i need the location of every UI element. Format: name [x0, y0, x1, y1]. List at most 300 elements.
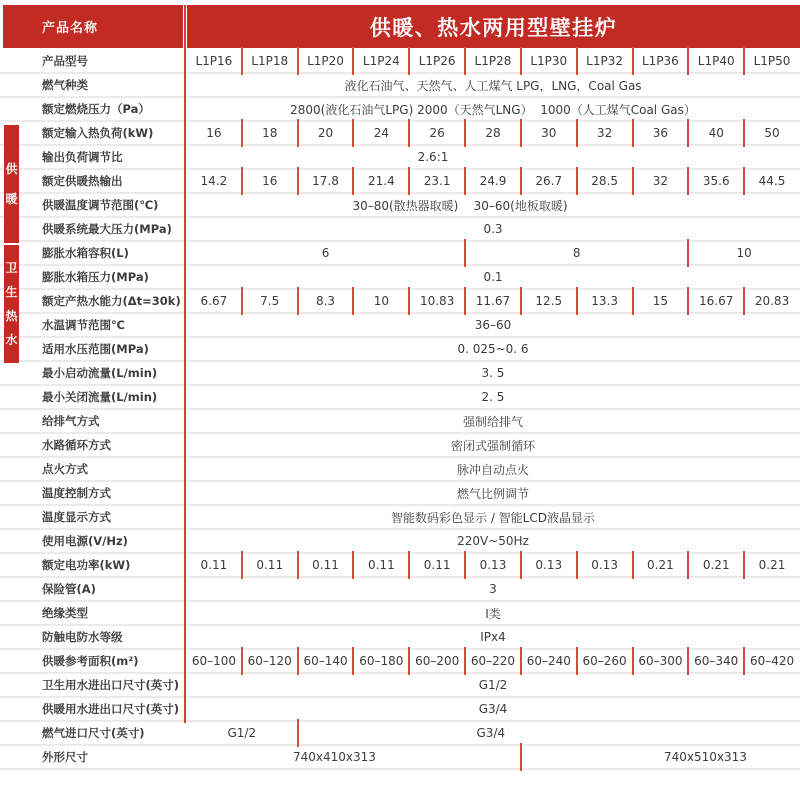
product-name-label: 产品名称	[42, 21, 99, 36]
cell-text: 36–60	[474, 318, 512, 332]
row-label	[0, 266, 186, 288]
value-cell	[633, 170, 689, 192]
cell-text: 740x410x313	[292, 750, 376, 764]
row-values	[186, 506, 800, 528]
row-values	[186, 410, 800, 432]
cell-text: 40	[708, 126, 724, 140]
full-span-value-cell	[186, 338, 800, 360]
row-values	[186, 530, 800, 552]
cell-text: 0.11	[423, 558, 451, 572]
row-values	[186, 434, 800, 456]
cell-text: 44.5	[758, 174, 786, 188]
table-row	[0, 242, 800, 266]
cell-text: L1P20	[307, 54, 344, 68]
cell-text: 13.3	[591, 294, 618, 308]
table-row	[0, 74, 800, 98]
value-cell	[521, 554, 577, 576]
section-label-char: 热	[5, 309, 18, 323]
cell-text: 膨胀水箱容积(L)	[42, 246, 129, 260]
value-cell	[577, 50, 633, 72]
value-cell	[298, 554, 354, 576]
table-row	[0, 194, 800, 218]
cell-text: 适用水压范围(MPa)	[42, 342, 149, 356]
row-label	[0, 242, 186, 264]
full-span-value-cell	[186, 410, 800, 432]
cell-text: 防触电防水等级	[42, 630, 123, 644]
row-values	[186, 266, 800, 288]
full-span-value-cell	[186, 626, 800, 648]
cell-text: 28	[485, 126, 501, 140]
cell-text: 温度控制方式	[42, 486, 111, 500]
cell-text: 32	[652, 174, 669, 188]
cell-text: G3/4	[476, 726, 506, 740]
value-cell	[633, 290, 689, 312]
table-row	[0, 530, 800, 554]
cell-text: 额定产热水能力(Δt=30k)	[42, 294, 181, 308]
cell-text: 0.3	[483, 222, 503, 236]
value-cell	[298, 650, 354, 672]
value-cell	[577, 290, 633, 312]
cell-text: 20.83	[754, 294, 790, 308]
value-cell	[521, 170, 577, 192]
merged-value-cell	[465, 242, 688, 264]
table-row	[0, 362, 800, 386]
cell-text: G1/2	[478, 678, 508, 692]
cell-text: 点火方式	[42, 462, 88, 476]
section-strip-heating	[4, 125, 19, 243]
cell-text: 燃气比例调节	[456, 486, 529, 501]
cell-text: L1P18	[251, 54, 289, 68]
cell-text: 60–100	[191, 654, 236, 668]
table-row	[0, 338, 800, 362]
value-cell	[744, 122, 800, 144]
full-span-value-cell	[186, 362, 800, 384]
value-cell	[465, 554, 521, 576]
value-cell	[186, 554, 242, 576]
cell-text: 24.9	[479, 174, 507, 188]
full-span-value-cell	[186, 98, 800, 120]
merged-value-cell	[186, 722, 298, 744]
cell-text: 0.21	[758, 558, 786, 572]
cell-text: 额定燃烧压力（Pa）	[42, 102, 150, 116]
cell-text: 额定供暖热输出	[42, 174, 123, 188]
cell-text: 18	[262, 126, 278, 140]
merged-value-cell	[688, 242, 800, 264]
row-label	[0, 482, 186, 504]
section-label-char: 暖	[5, 192, 18, 206]
cell-text: 0. 025~0. 6	[457, 342, 529, 356]
value-cell	[298, 50, 354, 72]
table-row	[0, 410, 800, 434]
cell-text: 23.1	[423, 174, 451, 188]
table-row	[0, 650, 800, 674]
value-cell	[186, 290, 242, 312]
table-row	[0, 266, 800, 290]
cell-text: 0.1	[483, 270, 503, 284]
table-row	[0, 386, 800, 410]
value-cell	[521, 50, 577, 72]
row-values	[186, 482, 800, 504]
cell-text: 0.21	[647, 558, 674, 572]
value-cell	[577, 650, 633, 672]
cell-text: 6	[321, 246, 330, 260]
merged-value-cell	[298, 722, 800, 744]
cell-text: 16.67	[699, 294, 734, 308]
value-cell	[409, 554, 465, 576]
full-span-value-cell	[186, 194, 800, 216]
cell-text: 36	[652, 126, 669, 140]
table-row	[0, 290, 800, 314]
cell-text: 28.5	[591, 174, 618, 188]
value-cell	[242, 50, 298, 72]
table-row	[0, 746, 800, 770]
cell-text: L1P26	[418, 54, 456, 68]
value-cell	[465, 50, 521, 72]
value-cell	[688, 554, 744, 576]
full-span-value-cell	[186, 386, 800, 408]
value-cell	[465, 170, 521, 192]
cell-text: 额定电功率(kW)	[42, 558, 131, 572]
row-label	[0, 506, 186, 528]
row-values	[186, 242, 800, 264]
cell-text: 给排气方式	[42, 414, 100, 428]
cell-text: 3	[489, 582, 497, 596]
row-values	[186, 50, 800, 72]
value-cell	[688, 290, 744, 312]
cell-text: 3. 5	[481, 366, 505, 380]
table-row	[0, 98, 800, 122]
cell-text: 32	[596, 126, 613, 140]
value-cell	[242, 554, 298, 576]
cell-text: L1P40	[697, 54, 735, 68]
cell-text: 外形尺寸	[42, 750, 88, 764]
merged-value-cell	[186, 746, 521, 768]
cell-text: L1P36	[641, 54, 679, 68]
cell-text: L1P28	[474, 54, 512, 68]
label-column-divider-line	[184, 5, 186, 723]
value-cell	[409, 122, 465, 144]
table-title-cell	[187, 5, 800, 48]
cell-text: 最小关闭流量(L/min)	[42, 390, 158, 404]
table-row	[0, 314, 800, 338]
cell-text: 供暖用水进出口尺寸(英寸)	[42, 702, 180, 716]
row-label	[0, 554, 186, 576]
row-label	[0, 530, 186, 552]
row-values	[186, 194, 800, 216]
value-cell	[744, 650, 800, 672]
full-span-value-cell	[186, 266, 800, 288]
cell-text: 液化石油气、天然气、人工煤气 LPG，LNG，Coal Gas	[344, 78, 642, 93]
value-cell	[242, 170, 298, 192]
full-span-value-cell	[186, 698, 800, 720]
value-cell	[353, 50, 409, 72]
full-span-value-cell	[186, 74, 800, 96]
row-values	[186, 674, 800, 696]
value-cell	[353, 170, 409, 192]
row-label	[0, 50, 186, 72]
value-cell	[577, 170, 633, 192]
row-label	[0, 434, 186, 456]
table-row	[0, 578, 800, 602]
cell-text: 膨胀水箱压力(MPa)	[42, 270, 149, 284]
value-cell	[521, 650, 577, 672]
cell-text: 2800(液化石油气LPG) 2000（天然气LNG） 1000（人工煤气Coal Gas）	[290, 102, 696, 117]
cell-text: 燃气种类	[42, 78, 88, 92]
cell-text: 水路循环方式	[42, 438, 111, 452]
cell-text: 10	[736, 246, 752, 260]
value-cell	[744, 170, 800, 192]
product-name-header-cell	[3, 5, 183, 48]
row-values	[186, 698, 800, 720]
cell-text: 14.2	[200, 174, 228, 188]
row-label	[0, 362, 186, 384]
cell-text: 17.8	[312, 174, 339, 188]
value-cell	[577, 554, 633, 576]
row-label	[0, 650, 186, 672]
section-label-char: 供	[5, 162, 18, 176]
table-row	[0, 170, 800, 194]
value-cell	[688, 650, 744, 672]
value-cell	[353, 122, 409, 144]
cell-text: L1P30	[530, 54, 568, 68]
cell-text: 产品型号	[42, 54, 88, 68]
cell-text: 密闭式强制循环	[450, 438, 535, 453]
cell-text: G3/4	[478, 702, 508, 716]
cell-text: 60–420	[749, 654, 795, 668]
value-cell	[353, 554, 409, 576]
cell-text: 15	[652, 294, 669, 308]
row-label	[0, 722, 186, 744]
section-label-char: 卫	[5, 261, 18, 275]
cell-text: 10	[373, 294, 389, 308]
cell-text: 0.13	[535, 558, 563, 572]
row-values	[186, 314, 800, 336]
value-cell	[744, 290, 800, 312]
cell-text: 24	[373, 126, 389, 140]
cell-text: 0.11	[200, 558, 228, 572]
value-cell	[521, 290, 577, 312]
table-row	[0, 626, 800, 650]
value-cell	[186, 170, 242, 192]
row-values	[186, 458, 800, 480]
cell-text: 燃气进口尺寸(英寸)	[42, 726, 145, 740]
row-values	[186, 218, 800, 240]
row-label	[0, 746, 186, 768]
table-body	[0, 50, 800, 770]
value-cell	[688, 50, 744, 72]
row-values	[186, 122, 800, 144]
cell-text: 20	[317, 126, 334, 140]
row-values	[186, 386, 800, 408]
value-cell	[353, 290, 409, 312]
value-cell	[298, 170, 354, 192]
cell-text: 2. 5	[481, 390, 505, 404]
full-span-value-cell	[186, 146, 800, 168]
value-cell	[633, 554, 689, 576]
cell-text: I类	[485, 606, 501, 621]
row-label	[0, 338, 186, 360]
row-label	[0, 146, 186, 168]
cell-text: 8	[572, 246, 581, 260]
row-label	[0, 410, 186, 432]
table-row	[0, 458, 800, 482]
cell-text: IPx4	[480, 630, 506, 644]
row-label	[0, 290, 186, 312]
cell-text: 卫生用水进出口尺寸(英寸)	[42, 678, 180, 692]
cell-text: 60–220	[470, 654, 516, 668]
cell-text: 16	[206, 126, 222, 140]
cell-text: 使用电源(V/Hz)	[42, 534, 128, 548]
cell-text: 60–180	[359, 654, 404, 668]
row-values	[186, 626, 800, 648]
cell-text: 0.11	[256, 558, 284, 572]
full-span-value-cell	[186, 314, 800, 336]
table-header	[0, 5, 800, 48]
cell-text: 26	[429, 126, 445, 140]
value-cell	[409, 290, 465, 312]
value-cell	[242, 650, 298, 672]
section-label-char: 生	[5, 285, 18, 299]
value-cell	[465, 122, 521, 144]
table-row	[0, 722, 800, 746]
cell-text: 0.13	[591, 558, 618, 572]
merged-value-cell	[186, 242, 465, 264]
value-cell	[465, 650, 521, 672]
cell-text: 供暖温度调节范围(℃)	[42, 198, 159, 212]
cell-text: 30–80(散热器取暖) 30–60(地板取暖)	[352, 198, 568, 213]
row-values	[186, 746, 800, 768]
cell-text: 额定输入热负荷(kW)	[42, 126, 154, 140]
value-cell	[298, 122, 354, 144]
cell-text: L1P16	[195, 54, 233, 68]
table-row	[0, 674, 800, 698]
full-span-value-cell	[186, 578, 800, 600]
value-cell	[409, 50, 465, 72]
cell-text: 740x510x313	[663, 750, 747, 764]
cell-text: 26.7	[535, 174, 563, 188]
row-label	[0, 578, 186, 600]
value-cell	[744, 50, 800, 72]
cell-text: 60–240	[526, 654, 571, 668]
row-values	[186, 554, 800, 576]
cell-text: 供暖参考面积(m²)	[42, 654, 139, 668]
cell-text: L1P50	[753, 54, 791, 68]
row-values	[186, 602, 800, 624]
value-cell	[688, 170, 744, 192]
row-label	[0, 386, 186, 408]
full-span-value-cell	[186, 602, 800, 624]
table-row	[0, 218, 800, 242]
cell-text: 0.11	[312, 558, 339, 572]
cell-text: L1P24	[362, 54, 400, 68]
cell-text: 7.5	[260, 294, 280, 308]
table-row	[0, 506, 800, 530]
full-span-value-cell	[186, 482, 800, 504]
value-cell	[633, 650, 689, 672]
row-label	[0, 314, 186, 336]
boiler-spec-table	[0, 5, 800, 799]
cell-text: 60–200	[415, 654, 460, 668]
cell-text: 50	[764, 126, 780, 140]
section-label-char: 水	[5, 333, 18, 347]
cell-text: 21.4	[367, 174, 395, 188]
table-row	[0, 50, 800, 74]
full-span-value-cell	[186, 506, 800, 528]
value-cell	[633, 122, 689, 144]
table-row	[0, 482, 800, 506]
row-label	[0, 674, 186, 696]
row-values	[186, 170, 800, 192]
row-label	[0, 602, 186, 624]
cell-text: G1/2	[227, 726, 257, 740]
table-row	[0, 146, 800, 170]
row-label	[0, 98, 186, 120]
cell-text: 8.3	[315, 294, 336, 308]
cell-text: 60–340	[694, 654, 739, 668]
cell-text: 最小启动流量(L/min)	[42, 366, 158, 380]
table-row	[0, 554, 800, 578]
cell-text: 12.5	[535, 294, 563, 308]
cell-text: 35.6	[702, 174, 730, 188]
value-cell	[577, 122, 633, 144]
full-span-value-cell	[186, 458, 800, 480]
value-cell	[688, 122, 744, 144]
row-values	[186, 338, 800, 360]
cell-text: 0.21	[702, 558, 730, 572]
cell-text: 0.11	[367, 558, 395, 572]
value-cell	[409, 170, 465, 192]
cell-text: 温度显示方式	[42, 510, 111, 524]
cell-text: 0.13	[479, 558, 507, 572]
value-cell	[409, 650, 465, 672]
row-values	[186, 722, 800, 744]
full-span-value-cell	[186, 218, 800, 240]
row-values	[186, 146, 800, 168]
value-cell	[186, 50, 242, 72]
table-row	[0, 434, 800, 458]
merged-value-cell	[521, 746, 800, 768]
value-cell	[242, 290, 298, 312]
cell-text: 60–300	[638, 654, 683, 668]
row-label	[0, 626, 186, 648]
cell-text: 11.67	[475, 294, 511, 308]
cell-text: 6.67	[200, 294, 228, 308]
section-strip-hot-water	[4, 245, 19, 363]
cell-text: 30	[541, 126, 557, 140]
full-span-value-cell	[186, 530, 800, 552]
cell-text: 60–140	[303, 654, 348, 668]
cell-text: 供暖系统最大压力(MPa)	[42, 222, 172, 236]
table-row	[0, 602, 800, 626]
value-cell	[744, 554, 800, 576]
cell-text: 保险管(A)	[42, 582, 96, 596]
table-row	[0, 698, 800, 722]
row-values	[186, 98, 800, 120]
table-row	[0, 122, 800, 146]
row-values	[186, 74, 800, 96]
row-label	[0, 170, 186, 192]
value-cell	[353, 650, 409, 672]
cell-text: 10.83	[419, 294, 455, 308]
cell-text: 水温调节范围℃	[42, 318, 125, 332]
value-cell	[298, 290, 354, 312]
cell-text: 60–120	[247, 654, 292, 668]
full-span-value-cell	[186, 674, 800, 696]
cell-text: 220V~50Hz	[457, 534, 529, 548]
value-cell	[186, 650, 242, 672]
value-cell	[242, 122, 298, 144]
row-label	[0, 122, 186, 144]
